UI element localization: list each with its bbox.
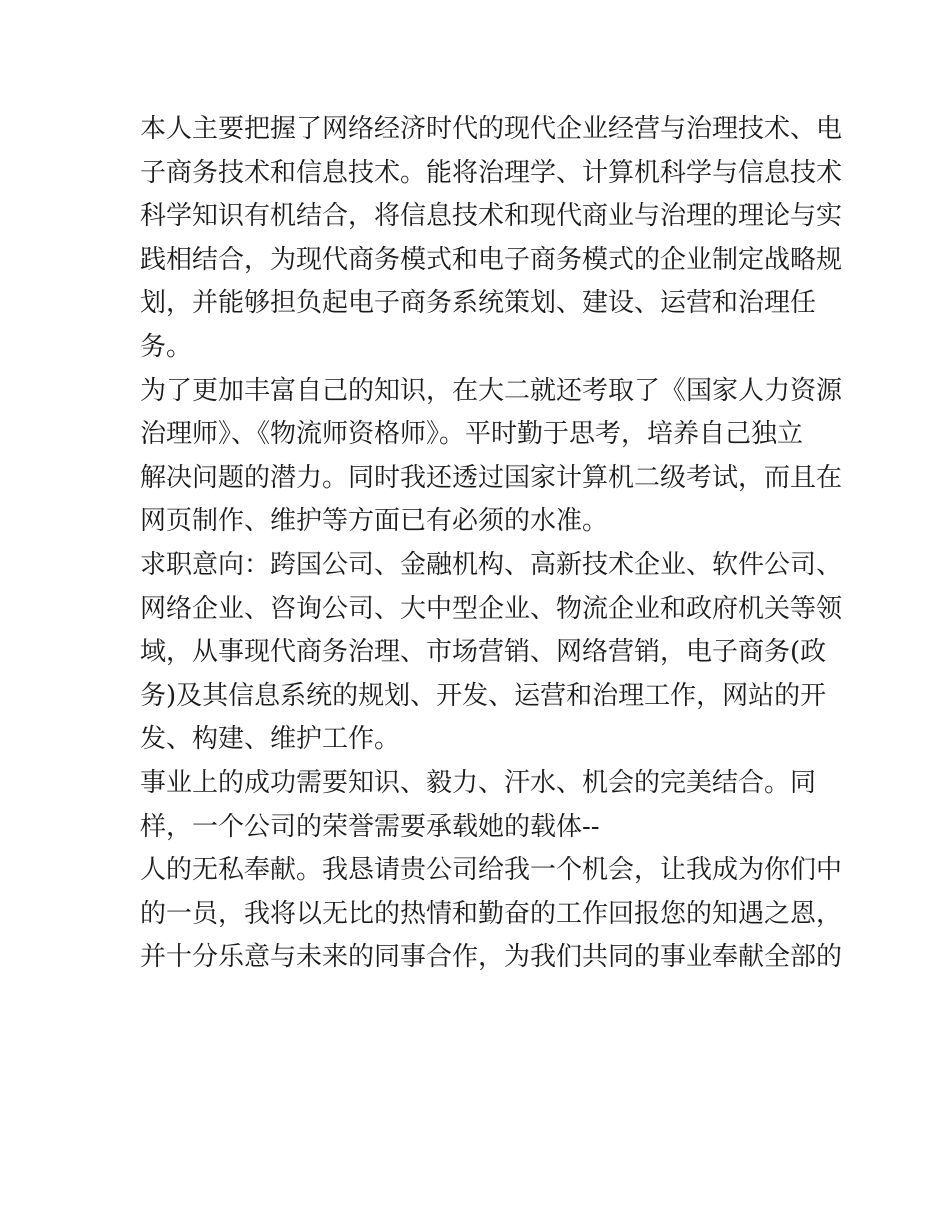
text-line: 事业上的成功需要知识、毅力、汗水、机会的完美结合。同 bbox=[140, 767, 817, 798]
text-line: 发、构建、维护工作。 bbox=[140, 724, 401, 755]
text-line: 子商务技术和信息技术。能将治理学、计算机科学与信息技术 bbox=[140, 157, 843, 188]
text-line: 求职意向：跨国公司、金融机构、高新技术企业、软件公司、 bbox=[140, 549, 843, 580]
text-line: 治理师》、《物流师资格师》。平时勤于思考，培养自己独立 bbox=[140, 419, 804, 450]
text-line: 人的无私奉献。我恳请贵公司给我一个机会，让我成为你们中 bbox=[140, 855, 843, 886]
text-line: 科学知识有机结合，将信息技术和现代商业与治理的理论与实 bbox=[140, 201, 843, 232]
text-line: 网页制作、维护等方面已有必须的水准。 bbox=[140, 506, 609, 537]
body-text bbox=[140, 108, 843, 980]
text-line: 网络企业、咨询公司、大中型企业、物流企业和政府机关等领 bbox=[140, 593, 843, 624]
text-line: 践相结合，为现代商务模式和电子商务模式的企业制定战略规 bbox=[140, 244, 843, 275]
text-line: 的一员，我将以无比的热情和勤奋的工作回报您的知遇之恩， bbox=[140, 898, 843, 929]
text-line: 解决问题的潜力。同时我还透过国家计算机二级考试，而且在 bbox=[140, 462, 843, 493]
text-line: 为了更加丰富自己的知识，在大二就还考取了《国家人力资源 bbox=[140, 375, 843, 406]
text-line: 务)及其信息系统的规划、开发、运营和治理工作，网站的开 bbox=[140, 680, 827, 711]
text-line: 划，并能够担负起电子商务系统策划、建设、运营和治理任 bbox=[140, 288, 817, 319]
text-line: 域，从事现代商务治理、市场营销、网络营销，电子商务(政 bbox=[140, 637, 827, 668]
text-line: 并十分乐意与未来的同事合作，为我们共同的事业奉献全部的 bbox=[140, 942, 843, 973]
text-line: 务。 bbox=[140, 331, 193, 362]
text-line: 本人主要把握了网络经济时代的现代企业经营与治理技术、电 bbox=[140, 114, 843, 144]
text-line: 样，一个公司的荣誉需要承载她的载体-- bbox=[140, 811, 600, 842]
